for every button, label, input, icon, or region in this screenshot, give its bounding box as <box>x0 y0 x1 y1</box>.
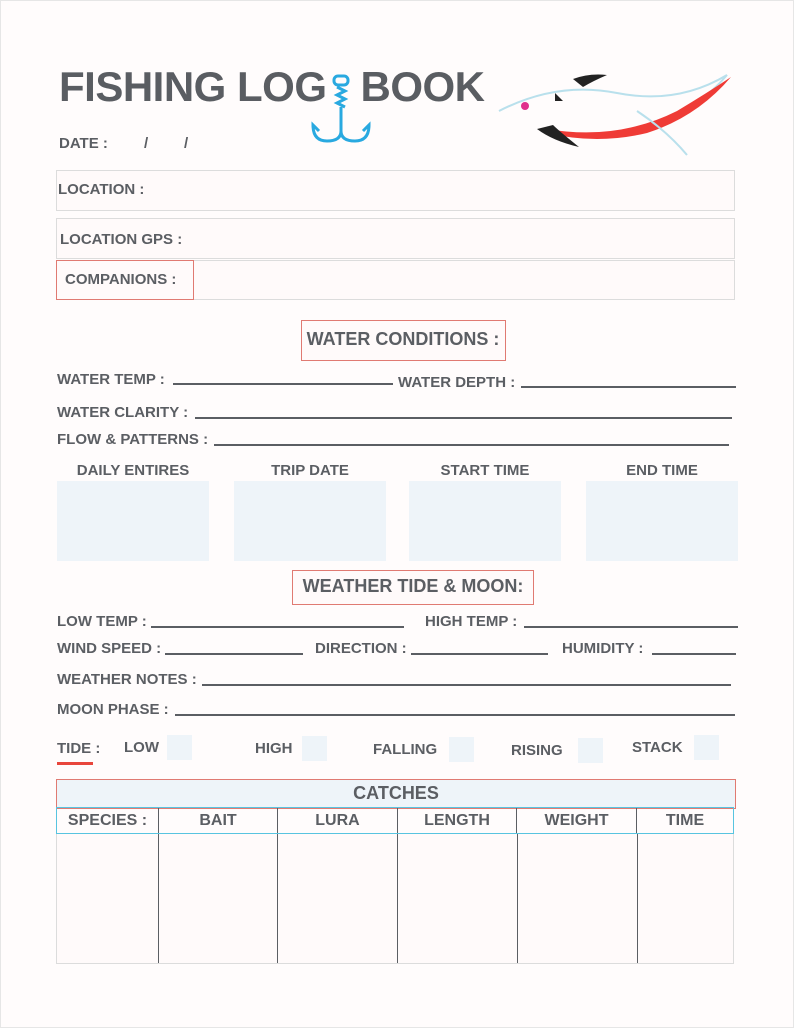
humidity-label: HUMIDITY : <box>562 640 644 657</box>
high-temp-label: HIGH TEMP : <box>425 613 518 630</box>
water-depth-label: WATER DEPTH : <box>398 374 516 391</box>
fishing-hook-icon <box>307 73 377 145</box>
water-depth-input[interactable] <box>521 386 736 388</box>
catches-header-cell: WEIGHT <box>517 808 637 833</box>
tide-underline <box>57 762 93 765</box>
flow-patterns-label: FLOW & PATTERNS : <box>57 431 209 448</box>
entries-col-label: DAILY ENTIRES <box>76 462 190 479</box>
tide-low-checkbox[interactable] <box>167 735 192 760</box>
moon-phase-label: MOON PHASE : <box>57 701 169 718</box>
title-left: FISHING LOG <box>59 63 327 110</box>
catches-length-cell[interactable] <box>398 834 517 963</box>
tide-option-label: FALLING <box>373 741 438 758</box>
tide-option-label: STACK <box>632 739 683 756</box>
catches-weight-cell[interactable] <box>518 834 638 963</box>
catches-body <box>56 834 734 964</box>
daily-entries-box[interactable] <box>57 481 209 561</box>
high-temp-input[interactable] <box>524 626 738 628</box>
fish-logo-icon <box>497 71 737 157</box>
tide-falling-checkbox[interactable] <box>449 737 474 762</box>
wind-speed-input[interactable] <box>165 653 303 655</box>
tide-option-label: HIGH <box>255 740 293 757</box>
catches-time-cell[interactable] <box>638 834 733 963</box>
start-time-box[interactable] <box>409 481 561 561</box>
catches-header-cell: LENGTH <box>398 808 517 833</box>
weather-notes-input[interactable] <box>202 684 731 686</box>
catches-header-cell: SPECIES : <box>57 808 159 833</box>
end-time-box[interactable] <box>586 481 738 561</box>
low-temp-label: LOW TEMP : <box>57 613 147 630</box>
catches-bait-cell[interactable] <box>159 834 278 963</box>
tide-stack-checkbox[interactable] <box>694 735 719 760</box>
date-separator-2: / <box>184 135 189 152</box>
direction-label: DIRECTION : <box>315 640 407 657</box>
water-temp-label: WATER TEMP : <box>57 371 165 388</box>
entries-col-label: START TIME <box>440 462 530 479</box>
tide-label: TIDE : <box>57 740 101 757</box>
catches-header-cell: BAIT <box>159 808 278 833</box>
tide-option-label: RISING <box>511 742 563 759</box>
catches-title: CATCHES <box>353 783 439 803</box>
location-label: LOCATION : <box>58 181 145 198</box>
title-right: BOOK <box>360 63 485 110</box>
entries-col-label: END TIME <box>626 462 698 479</box>
date-separator-1: / <box>144 135 149 152</box>
page-title <box>59 63 485 111</box>
humidity-input[interactable] <box>652 653 736 655</box>
tide-rising-checkbox[interactable] <box>578 738 603 763</box>
trip-date-box[interactable] <box>234 481 386 561</box>
water-clarity-label: WATER CLARITY : <box>57 404 189 421</box>
water-clarity-input[interactable] <box>195 417 732 419</box>
date-label: DATE : <box>59 135 108 152</box>
tide-option-label: LOW <box>124 739 159 756</box>
catches-species-cell[interactable] <box>57 834 159 963</box>
catches-header-cell: TIME <box>665 812 705 829</box>
low-temp-input[interactable] <box>151 626 404 628</box>
water-temp-input[interactable] <box>173 383 393 385</box>
tide-high-checkbox[interactable] <box>302 736 327 761</box>
wind-speed-label: WIND SPEED : <box>57 640 162 657</box>
weather-heading: WEATHER TIDE & MOON: <box>302 576 524 596</box>
location-gps-label: LOCATION GPS : <box>60 231 183 248</box>
catches-header-row <box>56 807 734 834</box>
catches-header-cell: LURA <box>278 808 398 833</box>
water-conditions-heading: WATER CONDITIONS : <box>306 329 500 349</box>
flow-patterns-input[interactable] <box>214 444 729 446</box>
companions-label: COMPANIONS : <box>65 271 177 288</box>
location-field[interactable] <box>56 170 735 211</box>
entries-col-label: TRIP DATE <box>271 462 349 479</box>
weather-notes-label: WEATHER NOTES : <box>57 671 197 688</box>
catches-lura-cell[interactable] <box>278 834 398 963</box>
moon-phase-input[interactable] <box>175 714 735 716</box>
direction-input[interactable] <box>411 653 548 655</box>
